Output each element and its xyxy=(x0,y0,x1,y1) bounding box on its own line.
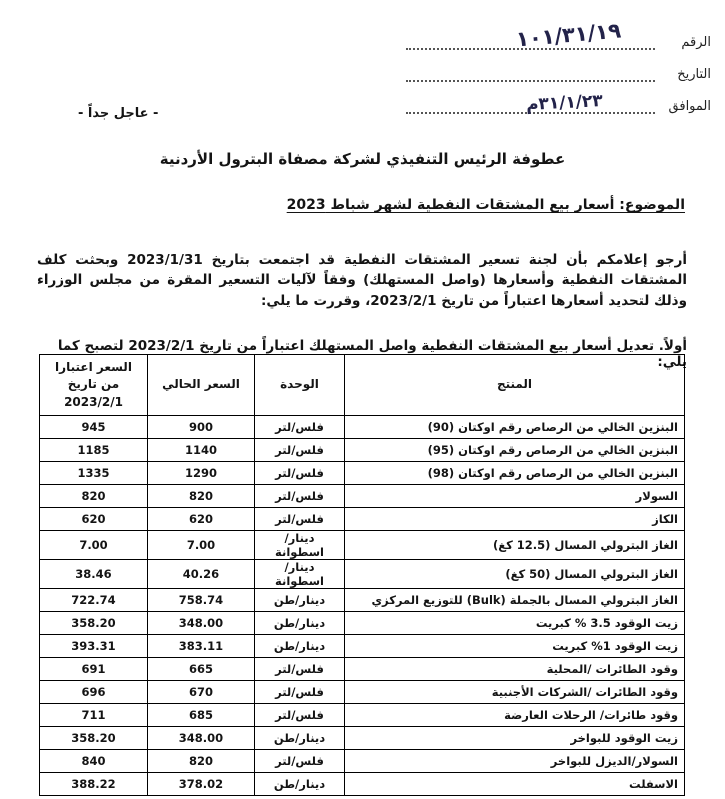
unit-cell: فلس/لتر xyxy=(255,439,345,462)
current-price-cell: 348.00 xyxy=(148,612,255,635)
product-cell: السولار xyxy=(345,485,685,508)
product-cell: وقود الطائرات /المحلية xyxy=(345,658,685,681)
current-price-cell: 378.02 xyxy=(148,773,255,796)
ref-number-handwritten-value: ١٠١/٣١/١٩ xyxy=(515,18,622,52)
addressee-title: عطوفة الرئيس التنفيذي لشركة مصفاة البترول الأردنية xyxy=(159,150,566,168)
col-header-new-price: السعر اعتبارا من تاريخ 2023/2/1 xyxy=(40,355,148,416)
table-row xyxy=(40,416,685,439)
unit-cell: فلس/لتر xyxy=(255,681,345,704)
product-cell: السولار/الديزل للبواخر xyxy=(345,750,685,773)
ref-date-label: التاريخ xyxy=(677,67,711,82)
table-row xyxy=(40,560,685,589)
ref-number-label: الرقم xyxy=(681,35,711,50)
current-price-cell: 1140 xyxy=(148,439,255,462)
product-cell: زيت الوقود 1% كبريت xyxy=(345,635,685,658)
body-paragraph: أرجو إعلامكم بأن لجنة تسعير المشتقات النفطية قد اجتمعت بتاريخ 2023/1/31 وبحثت كلف المشتقات النفطية وأسعارها (واصل المستهلك) وفقاً لآليات التسعير المقرة من مجلس الوزراء وذلك لتحديد أسعارها اعتباراً من تاريخ 2023/2/1، وقررت ما يلي: xyxy=(37,251,687,310)
current-price-cell: 7.00 xyxy=(148,531,255,560)
new-price-cell: 691 xyxy=(40,658,148,681)
current-price-cell: 1290 xyxy=(148,462,255,485)
reference-block xyxy=(406,18,711,128)
unit-cell: دينار/طن xyxy=(255,635,345,658)
unit-cell: دينار/طن xyxy=(255,727,345,750)
current-price-cell: 383.11 xyxy=(148,635,255,658)
current-price-cell: 758.74 xyxy=(148,589,255,612)
ref-number-line xyxy=(406,18,711,52)
new-price-cell: 620 xyxy=(40,508,148,531)
new-price-cell: 840 xyxy=(40,750,148,773)
new-price-cell: 358.20 xyxy=(40,612,148,635)
current-price-cell: 348.00 xyxy=(148,727,255,750)
product-cell: الاسفلت xyxy=(345,773,685,796)
current-price-cell: 685 xyxy=(148,704,255,727)
ref-corresponding-label: الموافق xyxy=(668,99,711,114)
table-row xyxy=(40,439,685,462)
product-cell: وقود طائرات/ الرحلات العارضة xyxy=(345,704,685,727)
unit-cell: فلس/لتر xyxy=(255,485,345,508)
new-price-cell: 388.22 xyxy=(40,773,148,796)
unit-cell: فلس/لتر xyxy=(255,704,345,727)
product-cell: الغاز البترولي المسال (50 كغ) xyxy=(345,560,685,589)
unit-cell: فلس/لتر xyxy=(255,658,345,681)
product-cell: البنزين الخالي من الرصاص رقم اوكتان (95) xyxy=(345,439,685,462)
current-price-cell: 670 xyxy=(148,681,255,704)
current-price-cell: 820 xyxy=(148,485,255,508)
col-header-unit: الوحدة xyxy=(255,355,345,416)
table-row xyxy=(40,612,685,635)
fuel-prices-table xyxy=(39,354,685,796)
unit-cell: فلس/لتر xyxy=(255,416,345,439)
urgent-note: - عاجل جداً - xyxy=(78,106,159,121)
current-price-cell: 900 xyxy=(148,416,255,439)
ref-corresponding-handwritten-value: ٣١/١/٢٣م xyxy=(525,91,604,115)
table-row xyxy=(40,589,685,612)
table-row xyxy=(40,485,685,508)
table-header xyxy=(40,355,685,416)
ref-date-dotted-line xyxy=(406,64,655,82)
table-row xyxy=(40,773,685,796)
product-cell: الغاز البترولي المسال بالجملة (Bulk) للتوزيع المركزي xyxy=(345,589,685,612)
current-price-cell: 620 xyxy=(148,508,255,531)
table-row xyxy=(40,531,685,560)
table-row xyxy=(40,462,685,485)
unit-cell: فلس/لتر xyxy=(255,508,345,531)
col-header-current-price: السعر الحالي xyxy=(148,355,255,416)
new-price-cell: 1185 xyxy=(40,439,148,462)
new-price-cell: 945 xyxy=(40,416,148,439)
current-price-cell: 40.26 xyxy=(148,560,255,589)
ref-number-dotted-line xyxy=(406,18,655,52)
product-cell: البنزين الخالي من الرصاص رقم اوكتان (98) xyxy=(345,462,685,485)
subject-line: الموضوع: أسعار بيع المشتقات النفطية لشهر شباط 2023 xyxy=(286,197,685,213)
new-price-cell: 696 xyxy=(40,681,148,704)
product-cell: البنزين الخالي من الرصاص رقم اوكتان (90) xyxy=(345,416,685,439)
unit-cell: دينار/طن xyxy=(255,773,345,796)
new-price-cell: 393.31 xyxy=(40,635,148,658)
ref-date-line xyxy=(406,64,711,82)
table-body xyxy=(40,416,685,796)
table-row xyxy=(40,681,685,704)
table-row xyxy=(40,508,685,531)
table-row xyxy=(40,750,685,773)
col-header-product: المنتج xyxy=(345,355,685,416)
product-cell: الغاز البترولي المسال (12.5 كغ) xyxy=(345,531,685,560)
new-price-cell: 820 xyxy=(40,485,148,508)
table-row xyxy=(40,704,685,727)
table-row xyxy=(40,658,685,681)
table-header-row xyxy=(40,355,685,416)
current-price-cell: 820 xyxy=(148,750,255,773)
new-price-cell: 722.74 xyxy=(40,589,148,612)
product-cell: الكاز xyxy=(345,508,685,531)
product-cell: وقود الطائرات /الشركات الأجنبية xyxy=(345,681,685,704)
table-row xyxy=(40,727,685,750)
unit-cell: دينار/اسطوانة xyxy=(255,560,345,589)
unit-cell: فلس/لتر xyxy=(255,462,345,485)
ref-corresponding-dotted-line xyxy=(406,91,655,115)
new-price-cell: 1335 xyxy=(40,462,148,485)
current-price-cell: 665 xyxy=(148,658,255,681)
unit-cell: دينار/طن xyxy=(255,589,345,612)
new-price-cell: 38.46 xyxy=(40,560,148,589)
product-cell: زيت الوقود 3.5 % كبريت xyxy=(345,612,685,635)
table-row xyxy=(40,635,685,658)
unit-cell: دينار/اسطوانة xyxy=(255,531,345,560)
unit-cell: دينار/طن xyxy=(255,612,345,635)
new-price-cell: 711 xyxy=(40,704,148,727)
ref-corresponding-line xyxy=(406,91,711,115)
new-price-cell: 7.00 xyxy=(40,531,148,560)
first-clause: أولاً. تعديل أسعار بيع المشتقات النفطية واصل المستهلك اعتباراً من تاريخ 2023/2/1 لتصبح كما يلي: xyxy=(57,337,687,370)
product-cell: زيت الوقود للبواخر xyxy=(345,727,685,750)
unit-cell: فلس/لتر xyxy=(255,750,345,773)
new-price-cell: 358.20 xyxy=(40,727,148,750)
